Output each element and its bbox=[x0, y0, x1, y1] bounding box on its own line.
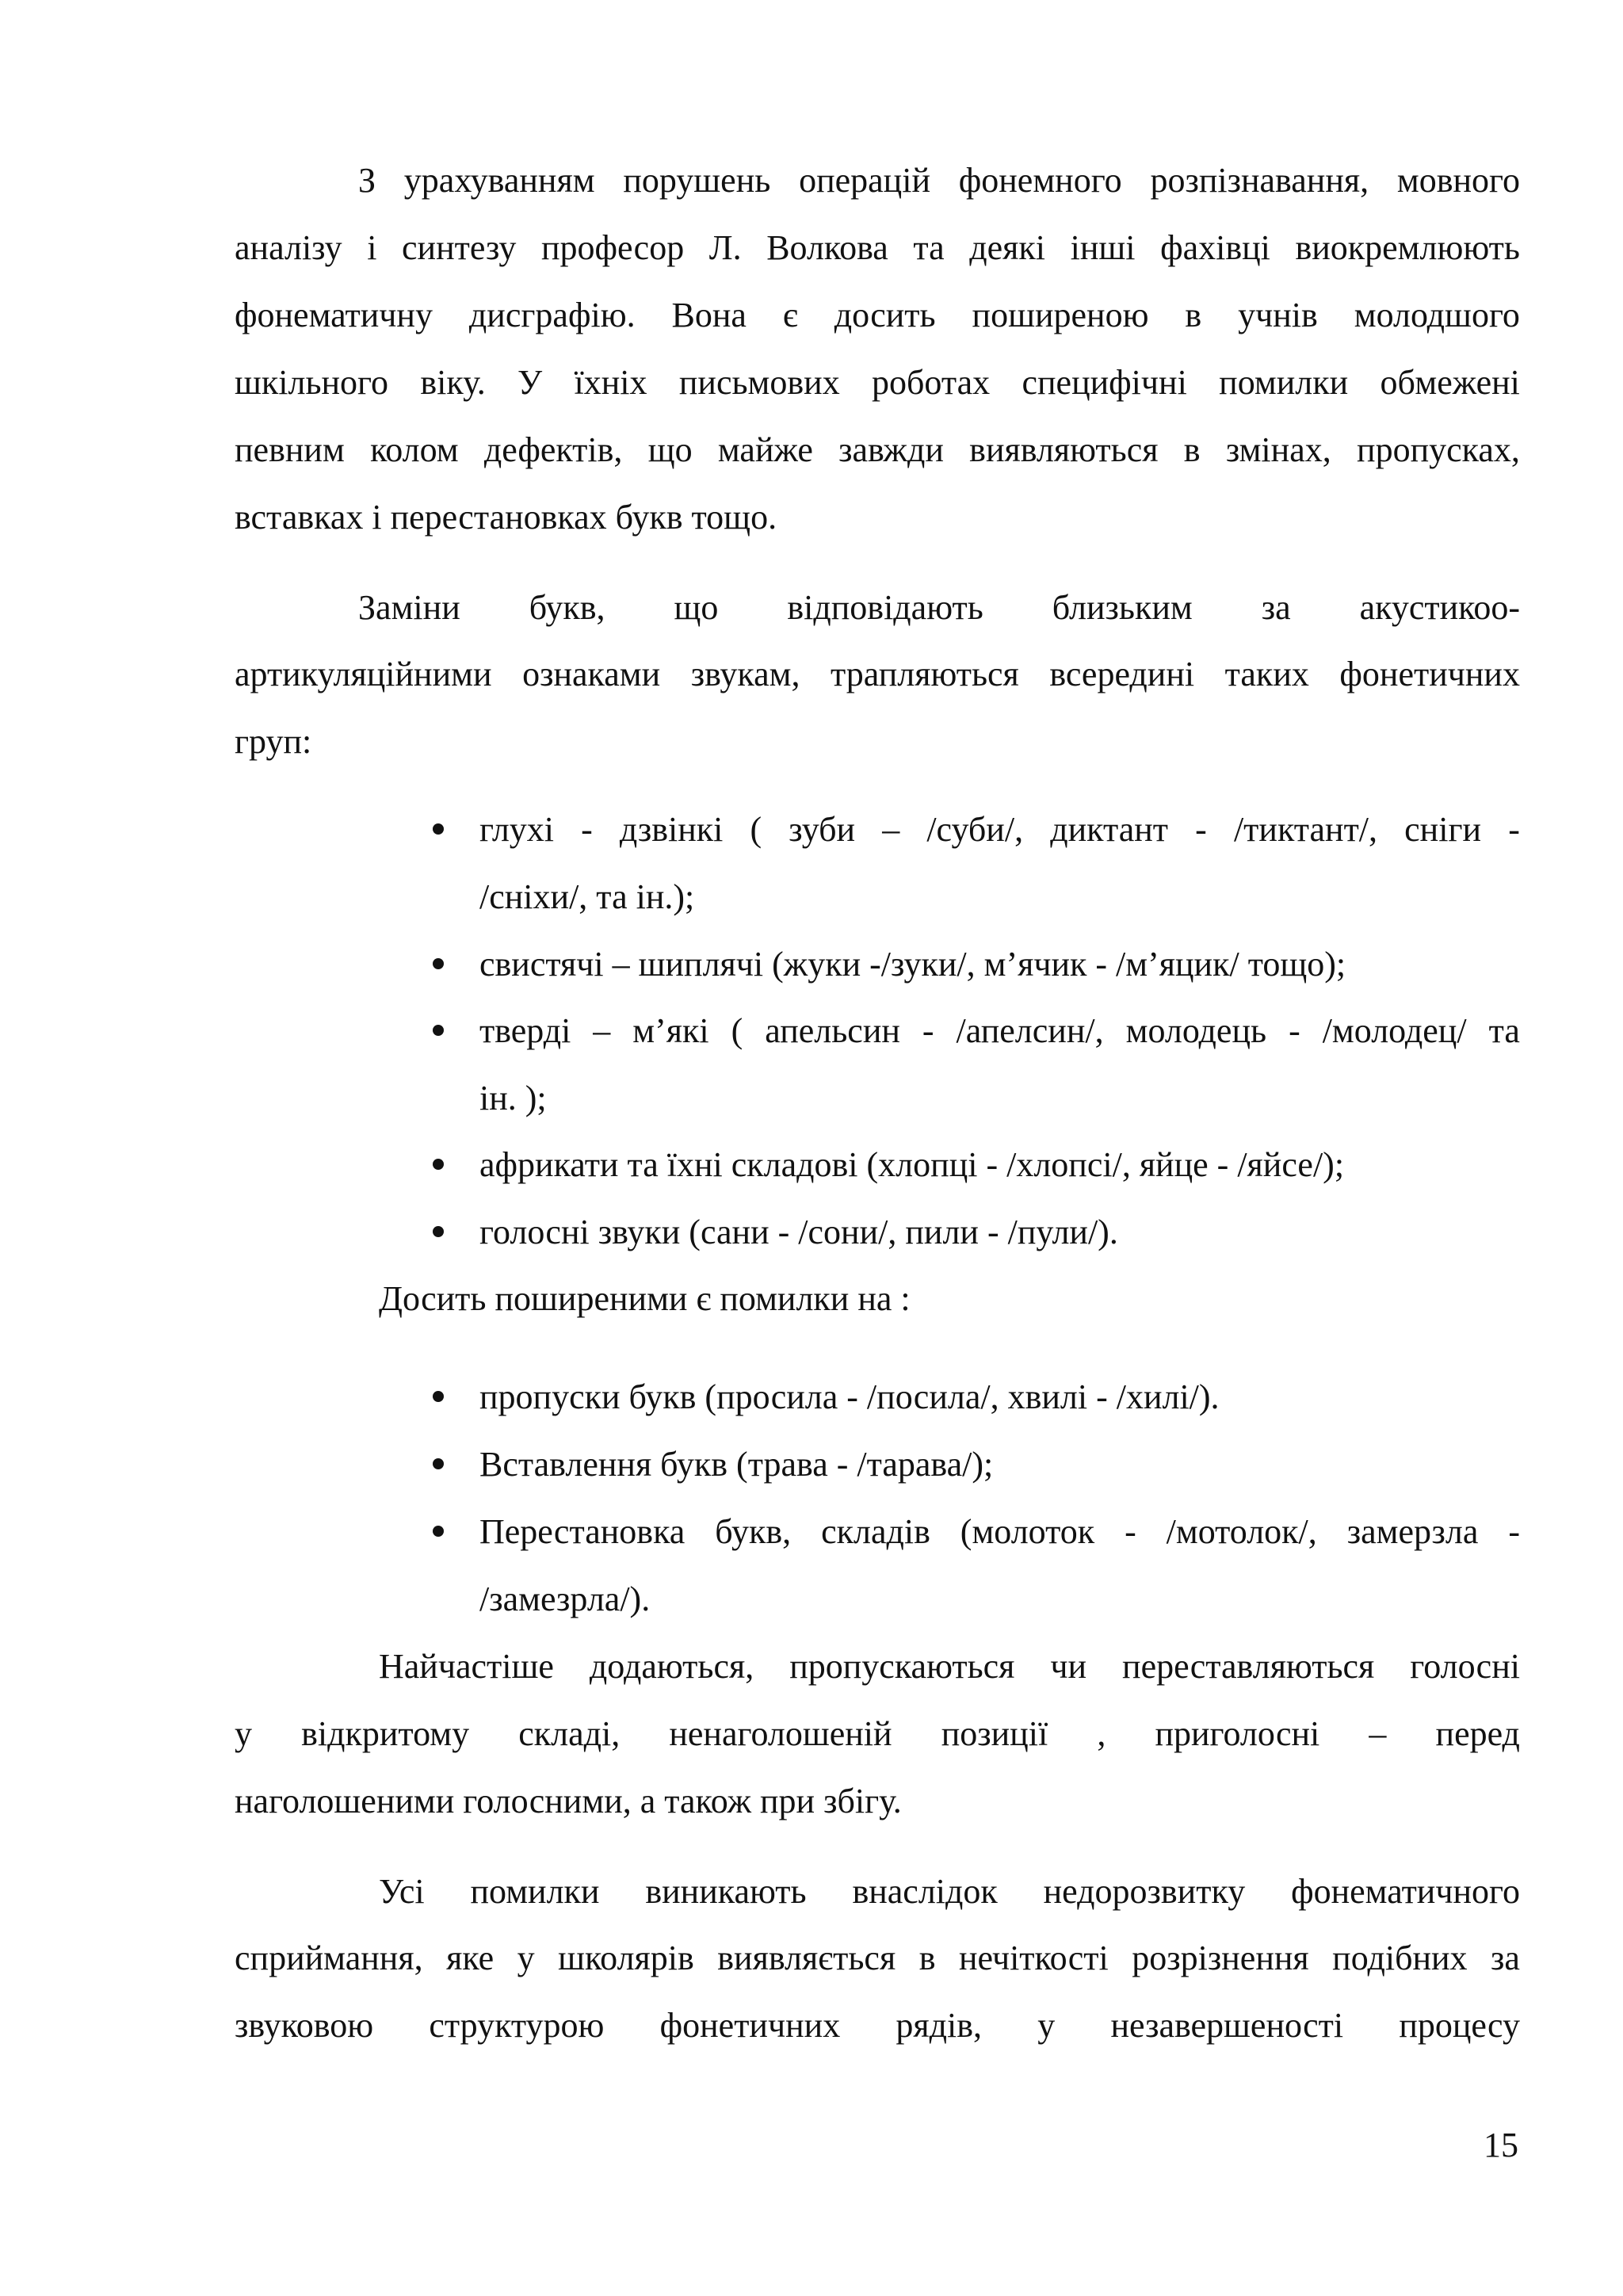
text-line: фонематичну дисграфію. Вона є досить поширеною в учнів молодшого bbox=[235, 296, 1520, 334]
text-line: груп: bbox=[235, 722, 312, 761]
text-line: африкати та їхні складові (хлопці - /хлопсі/, яйце - /яйсе/); bbox=[479, 1145, 1345, 1184]
text-line: Усі помилки виникають внаслідок недорозвитку фонематичного bbox=[379, 1872, 1520, 1911]
text-line: звуковою структурою фонетичних рядів, у незавершеності процесу bbox=[235, 2006, 1520, 2045]
text-line: аналізу і синтезу професор Л. Волкова та деякі інші фахівці виокремлюють bbox=[235, 228, 1520, 267]
page-number: 15 bbox=[1484, 2126, 1518, 2164]
text-line: голосні звуки (сани - /сони/, пили - /пули/). bbox=[479, 1213, 1118, 1251]
bullet-icon bbox=[433, 1526, 444, 1537]
text-line: глухі - дзвінкі ( зуби – /суби/, диктант - /тиктант/, сніги - bbox=[479, 810, 1520, 849]
text-line: Заміни букв, що відповідають близьким за акустикоо- bbox=[358, 588, 1520, 627]
text-line: певним колом дефектів, що майже завжди виявляються в змінах, пропусках, bbox=[235, 430, 1520, 469]
text-line: свистячі – шиплячі (жуки -/зуки/, м’ячик - /м’яцик/ тощо); bbox=[479, 945, 1346, 984]
text-line: пропуски букв (просила - /посила/, хвилі - /хилі/). bbox=[479, 1377, 1220, 1416]
bullet-icon bbox=[433, 823, 444, 835]
text-line: вставках і перестановках букв тощо. bbox=[235, 498, 777, 537]
text-line: ін. ); bbox=[479, 1079, 547, 1117]
text-line: артикуляційними ознаками звукам, трапляються всередині таких фонетичних bbox=[235, 655, 1520, 693]
bullet-icon bbox=[433, 1226, 444, 1237]
text-line: сприймання, яке у школярів виявляється в нечіткості розрізнення подібних за bbox=[235, 1939, 1520, 1977]
text-line: тверді – м’які ( апельсин - /апелсин/, молодець - /молодец/ та bbox=[479, 1011, 1520, 1050]
text-line: Найчастіше додаються, пропускаються чи переставляються голосні bbox=[379, 1647, 1520, 1686]
text-line: /сніхи/, та ін.); bbox=[479, 877, 695, 916]
bullet-icon bbox=[433, 1159, 444, 1170]
text-line: /замезрла/). bbox=[479, 1580, 651, 1618]
bullet-icon bbox=[433, 958, 444, 969]
bullet-icon bbox=[433, 1391, 444, 1402]
text-line: шкільного віку. У їхніх письмових роботах специфічні помилки обмежені bbox=[235, 363, 1520, 402]
bullet-icon bbox=[433, 1025, 444, 1036]
text-line: З урахуванням порушень операцій фонемного розпізнавання, мовного bbox=[358, 161, 1520, 200]
text-line: у відкритому складі, ненаголошеній позиції , приголосні – перед bbox=[235, 1714, 1520, 1753]
text-line: наголошеними голосними, а також при збігу. bbox=[235, 1782, 902, 1820]
text-line: Вставлення букв (трава - /тарава/); bbox=[479, 1445, 994, 1484]
text-line: Перестановка букв, складів (молоток - /мотолок/, замерзла - bbox=[479, 1512, 1520, 1551]
bullet-icon bbox=[433, 1458, 444, 1469]
list-intro: Досить поширеними є помилки на : bbox=[379, 1279, 911, 1318]
